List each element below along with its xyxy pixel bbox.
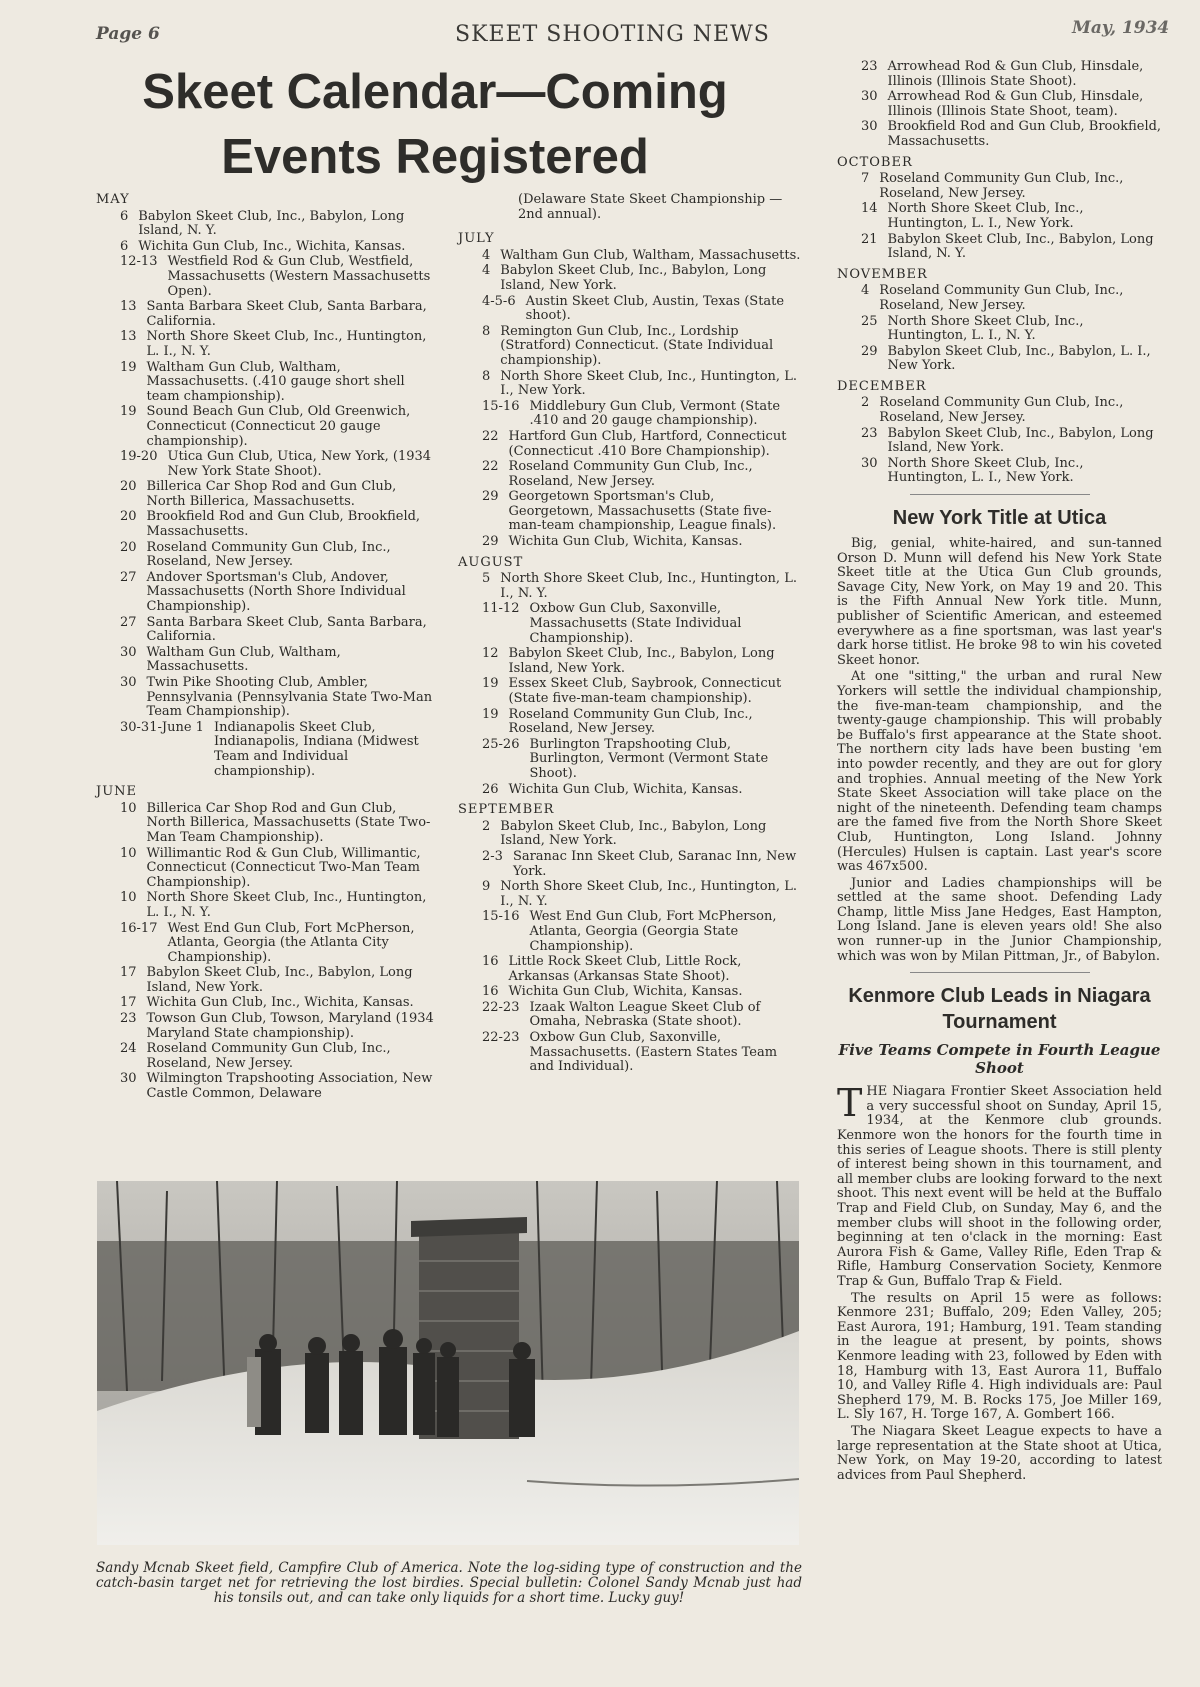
event-description: Hartford Gun Club, Hartford, Connecticut (Connecticut .410 Bore Championship). — [508, 428, 787, 459]
calendar-event — [96, 922, 438, 966]
event-date: 19 — [120, 359, 137, 375]
event-date: 14 — [861, 201, 878, 217]
event-date: 25-26 — [482, 736, 520, 752]
calendar-event — [458, 783, 803, 798]
event-description: Utica Gun Club, Utica, New York, (1934 New York State Shoot). — [167, 449, 432, 479]
calendar-event — [837, 427, 1162, 456]
article-kenmore-para-1-text: HE Niagara Frontier Skeet Association held a very successful shoot on Sunday, April 15, 1934, at the Kenmore club grounds. Kenmore won the honors for the fourth time in this series of League shoots. There is still plenty of interest being shown in this tournament, and all member clubs are looking forward to the next shoot. This next event will be held at the Buffalo Trap and Field Club, on Sunday, May 6, and the member clubs will shoot in the following order, beginning at ten o'clack in the morning: East Aurora Fish & Game, Valley Rifle, Eden Trap & Rifle, Hamburg Conservation Society, Kenmore Trap & Gun, Buffalo Trap & Field. — [837, 1084, 1162, 1289]
event-description: Babylon Skeet Club, Inc., Babylon, L. I., New York. — [887, 343, 1151, 374]
event-date: 22-23 — [482, 999, 520, 1015]
event-description: North Shore Skeet Club, Inc., Huntington, L. I., New York. — [887, 201, 1084, 231]
event-date: 16 — [482, 954, 499, 970]
event-description: North Shore Skeet Club, Inc., Huntington, L. I., N. Y. — [500, 571, 797, 601]
event-date: 30 — [120, 675, 137, 690]
publication-title: SKEET SHOOTING NEWS — [455, 22, 770, 47]
divider — [910, 972, 1090, 973]
event-description: Waltham Gun Club, Waltham, Massachusetts. — [146, 644, 341, 675]
event-description: Roseland Community Gun Club, Inc., Roseland, New Jersey. — [508, 459, 753, 489]
calendar-event — [96, 300, 438, 329]
calendar-event — [458, 325, 803, 369]
calendar-event — [458, 850, 803, 879]
event-description: Babylon Skeet Club, Inc., Babylon, Long Island, New York. — [508, 646, 775, 676]
calendar-event — [96, 255, 438, 299]
event-date: 26 — [482, 781, 499, 797]
event-date: 22-23 — [482, 1030, 520, 1046]
event-date: 2 — [482, 818, 491, 834]
calendar-event — [837, 172, 1162, 201]
event-date: 19-20 — [120, 449, 158, 465]
calendar-event — [96, 361, 438, 405]
calendar-event — [837, 233, 1162, 262]
calendar-column-3 — [837, 60, 1162, 1485]
calendar-event — [458, 370, 803, 399]
month-heading: OCTOBER — [837, 154, 913, 170]
event-date: 10 — [120, 800, 137, 816]
event-date: 17 — [120, 965, 137, 981]
event-date: 15-16 — [482, 909, 520, 925]
month-heading: AUGUST — [458, 554, 524, 570]
event-description: Babylon Skeet Club, Inc., Babylon, Long Island, New York. — [146, 965, 413, 995]
event-date: 8 — [482, 323, 491, 339]
event-date: 4 — [482, 247, 491, 263]
event-date: 12 — [482, 646, 499, 662]
event-description: Izaak Walton League Skeet Club of Omaha, Nebraska (State shoot). — [529, 999, 761, 1030]
month-heading: DECEMBER — [837, 378, 927, 394]
event-date: 9 — [482, 879, 491, 895]
calendar-event — [458, 985, 803, 1000]
event-date: 27 — [120, 569, 137, 585]
calendar-event — [458, 677, 803, 706]
event-description: Andover Sportsman's Club, Andover, Massachusetts (North Shore Individual Championship). — [146, 569, 406, 615]
divider — [910, 494, 1090, 495]
event-description: Oxbow Gun Club, Saxonville, Massachusetts (State Individual Championship). — [529, 601, 742, 646]
event-description: Roseland Community Gun Club, Inc., Roseland, New Jersey. — [146, 539, 391, 570]
month-heading: SEPTEMBER — [458, 802, 555, 818]
article-utica-title: New York Title at Utica — [892, 507, 1107, 530]
event-description: Roseland Community Gun Club, Inc., Roseland, New Jersey. — [146, 1041, 391, 1071]
calendar-event — [458, 880, 803, 909]
event-description: Saranac Inn Skeet Club, Saranac Inn, New York. — [512, 848, 797, 879]
event-description: West End Gun Club, Fort McPherson, Atlanta, Georgia (the Atlanta City Championship). — [167, 920, 415, 965]
event-description: Brookfield Rod and Gun Club, Brookfield, Massachusetts. — [887, 119, 1162, 149]
event-date: 6 — [120, 208, 129, 224]
event-description: Burlington Trapshooting Club, Burlington, Vermont (Vermont State Shoot). — [529, 736, 769, 781]
calendar-event — [837, 90, 1162, 119]
event-date: 20 — [120, 479, 137, 495]
main-title: Skeet Calendar—Coming Events Registered — [142, 65, 728, 184]
calendar-event — [458, 264, 803, 293]
event-description: Wichita Gun Club, Wichita, Kansas. — [508, 984, 743, 1000]
event-date: 30 — [120, 644, 137, 660]
calendar-event — [458, 820, 803, 849]
event-date: 30 — [120, 1071, 137, 1087]
article-kenmore-title: Kenmore Club Leads in Niagara Tournament — [848, 985, 1151, 1034]
calendar-event — [96, 1042, 438, 1071]
article-kenmore-subtitle: Five Teams Compete in Fourth League Shoot — [838, 1041, 1161, 1078]
event-description: Babylon Skeet Club, Inc., Babylon, Long Island, N. Y. — [887, 231, 1154, 262]
event-date: 7 — [861, 171, 870, 187]
event-date: 13 — [120, 299, 137, 315]
event-description: Roseland Community Gun Club, Inc., Roseland, New Jersey. — [879, 283, 1124, 313]
event-date: 25 — [861, 313, 878, 329]
page-number: Page 6 — [96, 24, 160, 44]
calendar-event — [458, 535, 803, 550]
calendar-event — [96, 240, 438, 255]
article-kenmore-para-3: The Niagara Skeet League expects to have a large representation at the State shoot at Utica, New York, on May 19-20, according to latest advices from Paul Shepherd. — [837, 1423, 1162, 1483]
event-description: North Shore Skeet Club, Inc., Huntington, L. I., N. Y. — [146, 329, 427, 359]
event-date: 20 — [120, 539, 137, 555]
calendar-event — [96, 891, 438, 920]
event-date: 20 — [120, 509, 137, 525]
calendar-event — [458, 1031, 803, 1075]
event-date: 24 — [120, 1041, 137, 1057]
calendar-event — [96, 510, 438, 539]
event-description: Santa Barbara Skeet Club, Santa Barbara, California. — [146, 299, 427, 329]
event-description: Billerica Car Shop Rod and Gun Club, North Billerica, Massachusetts (State Two-Man Team Championship). — [146, 800, 431, 845]
event-date: 10 — [120, 845, 137, 861]
article-kenmore-para-1 — [837, 1081, 1162, 1289]
event-date: 22 — [482, 428, 499, 444]
event-description: Towson Gun Club, Towson, Maryland (1934 Maryland State championship). — [146, 1011, 434, 1041]
issue-date: May, 1934 — [1072, 18, 1170, 38]
event-date: 29 — [861, 343, 878, 359]
month-heading: JULY — [458, 231, 495, 247]
calendar-event — [458, 708, 803, 737]
event-date: 23 — [861, 425, 878, 441]
event-date: 2 — [861, 395, 870, 411]
article-utica-para-2: At one "sitting," the urban and rural New Yorkers will settle the individual championship, the five-man-team championship, and the twenty-gauge championship. This will probably be Buffalo's first appearance at the State shoot. The northern city lads have been busting 'em into powder recently, and they are out for glory and trophies. Annual meeting of the New York State Skeet Association will take place on the night of the nineteenth. Defending team champs are the famed five from the North Shore Skeet Club, Huntington, Long Island. Johnny (Hercules) Hulsen is captain. Last year's score was 467x500. — [837, 669, 1162, 875]
event-description: Georgetown Sportsman's Club, Georgetown, Massachusetts (State five-man-team championship, League finals). — [508, 489, 777, 534]
event-description: Babylon Skeet Club, Inc., Babylon, Long Island, New York. — [500, 818, 767, 849]
calendar-event — [96, 405, 438, 449]
calendar-event — [96, 996, 438, 1011]
month-heading: JUNE — [96, 784, 138, 800]
event-description: Sound Beach Gun Club, Old Greenwich, Connecticut (Connecticut 20 gauge championship). — [146, 404, 411, 449]
calendar-event — [458, 295, 803, 324]
event-date: 29 — [482, 534, 499, 550]
calendar-event — [458, 738, 803, 782]
event-description: Santa Barbara Skeet Club, Santa Barbara, California. — [146, 614, 427, 645]
calendar-event — [96, 330, 438, 359]
article-kenmore-para-2: The results on April 15 were as follows: Kenmore 231; Buffalo, 209; Eden Valley, 205; East Aurora, 191; Hamburg, 191. Team standing in the league at present, by points, shows Kenmore leading with 23, followed by Eden with 18, Hamburg with 13, East Aurora 11, Buffalo 10, and Valley Rifle 4. High individuals are: Paul Shepherd 179, M. B. Rocks 175, Joe Miller 169, L. Sly 167, H. Torge 167, A. Gombert 166. — [837, 1290, 1162, 1423]
event-date: 22 — [482, 459, 499, 475]
calendar-event — [96, 847, 438, 891]
calendar-event — [96, 676, 438, 720]
event-description: Indianapolis Skeet Club, Indianapolis, Indiana (Midwest Team and Individual championship). — [213, 719, 419, 779]
event-description: North Shore Skeet Club, Inc., Huntington, L. I., New York. — [500, 368, 797, 399]
event-date: 17 — [120, 995, 137, 1011]
calendar-event — [458, 955, 803, 984]
calendar-event — [458, 249, 803, 264]
calendar-event — [96, 616, 438, 645]
event-date: 8 — [482, 368, 491, 384]
calendar-event — [96, 646, 438, 675]
event-description: Roseland Community Gun Club, Inc., Roseland, New Jersey. — [508, 706, 753, 737]
event-description: Middlebury Gun Club, Vermont (State .410 and 20 gauge championship). — [529, 398, 781, 429]
event-date: 30 — [861, 119, 878, 135]
event-description: Wilmington Trapshooting Association, New Castle Common, Delaware — [146, 1071, 433, 1102]
event-date: 15-16 — [482, 398, 520, 414]
event-date: 11-12 — [482, 601, 520, 617]
month-heading: NOVEMBER — [837, 266, 928, 282]
skeet-field-photo — [97, 1181, 799, 1545]
calendar-event — [96, 541, 438, 570]
photo-caption: Sandy Mcnab Skeet field, Campfire Club of America. Note the log-siding type of construction and the catch-basin target net for retrieving the lost birdies. Special bulletin: Colonel Sandy Mcnab just had his tonsils out, and can take only liquids for a short time. Lucky guy! — [96, 1560, 802, 1606]
event-date: 16 — [482, 984, 499, 1000]
calendar-event — [458, 460, 803, 489]
drop-cap: T — [837, 1081, 863, 1126]
event-description: Twin Pike Shooting Club, Ambler, Pennsylvania (Pennsylvania State Two-Man Team Championship). — [146, 675, 433, 720]
calendar-event — [96, 210, 438, 239]
calendar-continuation: (Delaware State Skeet Championship —2nd annual). — [518, 192, 783, 222]
event-date: 29 — [482, 489, 499, 505]
event-description: Oxbow Gun Club, Saxonville, Massachusetts. (Eastern States Team and Individual). — [529, 1030, 778, 1075]
calendar-event — [96, 721, 438, 779]
event-date: 12-13 — [120, 254, 158, 270]
calendar-event — [837, 60, 1162, 89]
event-description: Babylon Skeet Club, Inc., Babylon, Long Island, New York. — [887, 425, 1154, 456]
event-date: 23 — [861, 59, 878, 74]
event-description: Babylon Skeet Club, Inc., Babylon, Long Island, N. Y. — [138, 208, 405, 239]
event-description: Wichita Gun Club, Wichita, Kansas. — [508, 534, 743, 550]
calendar-event — [837, 396, 1162, 425]
event-description: Babylon Skeet Club, Inc., Babylon, Long Island, New York. — [500, 263, 767, 293]
calendar-event — [96, 1072, 438, 1101]
event-date: 4 — [482, 263, 491, 279]
event-description: Waltham Gun Club, Waltham, Massachusetts. (.410 gauge short shell team championship). — [146, 359, 405, 404]
calendar-event — [458, 910, 803, 954]
calendar-event — [837, 120, 1162, 149]
event-description: Arrowhead Rod & Gun Club, Hinsdale, Illinois (Illinois State Shoot). — [887, 59, 1144, 89]
month-heading: MAY — [96, 192, 130, 207]
event-description: Roseland Community Gun Club, Inc., Roseland, New Jersey. — [879, 395, 1124, 426]
event-date: 5 — [482, 571, 491, 587]
calendar-event — [837, 345, 1162, 374]
event-date: 6 — [120, 238, 129, 254]
event-date: 19 — [120, 404, 137, 420]
calendar-event — [837, 284, 1162, 313]
calendar-event — [458, 572, 803, 601]
calendar-column-1 — [96, 193, 438, 1103]
calendar-event — [837, 315, 1162, 344]
event-description: North Shore Skeet Club, Inc., Huntington, L. I., N. Y. — [887, 313, 1084, 344]
event-date: 10 — [120, 890, 137, 906]
calendar-event — [96, 802, 438, 846]
event-date: 19 — [482, 706, 499, 722]
event-description: Wichita Gun Club, Inc., Wichita, Kansas. — [146, 995, 414, 1011]
event-description: Waltham Gun Club, Waltham, Massachusetts. — [500, 247, 801, 263]
calendar-event — [458, 430, 803, 459]
event-date: 23 — [120, 1011, 137, 1027]
calendar-column-2 — [458, 193, 803, 1076]
event-description: Little Rock Skeet Club, Little Rock, Arkansas (Arkansas State Shoot). — [508, 954, 742, 984]
event-description: North Shore Skeet Club, Inc., Huntington, L. I., N. Y. — [146, 890, 427, 920]
calendar-event — [96, 480, 438, 509]
event-date: 30 — [861, 89, 878, 105]
event-date: 21 — [861, 231, 878, 247]
event-description: Essex Skeet Club, Saybrook, Connecticut (State five-man-team championship). — [508, 676, 782, 706]
calendar-event — [96, 450, 438, 479]
event-description: Wichita Gun Club, Inc., Wichita, Kansas. — [138, 238, 406, 254]
calendar-event — [458, 490, 803, 534]
event-description: Westfield Rod & Gun Club, Westfield, Massachusetts (Western Massachusetts Open). — [167, 254, 431, 299]
calendar-event — [837, 202, 1162, 231]
article-utica-para-3: Junior and Ladies championships will be settled at the same shoot. Defending Lady Champ, little Miss Jane Hedges, East Hampton, Long Island. Jane is eleven years old! She also won runner-up in the Junior Championship, which was won by Milan Pittman, Jr., of Babylon. — [837, 875, 1162, 964]
event-description: North Shore Skeet Club, Inc., Huntington, L. I., N. Y. — [500, 879, 797, 909]
article-utica-para-1: Big, genial, white-haired, and sun-tanned Orson D. Munn will defend his New York State Skeet title at the Utica Gun Club grounds, Savage City, New York, on May 19 and 20. This is the Fifth Annual New York title. Munn, publisher of Scientific American, and esteemed everywhere as a fine sportsman, was last year's dark horse titlist. He broke 98 to win his coveted Skeet honor. — [837, 536, 1162, 668]
event-date: 30-31-June 1 — [120, 719, 204, 735]
calendar-event — [837, 457, 1162, 486]
calendar-event — [96, 571, 438, 615]
calendar-event — [458, 647, 803, 676]
event-description: Willimantic Rod & Gun Club, Willimantic, Connecticut (Connecticut Two-Man Team Championship). — [146, 845, 421, 890]
event-date: 30 — [861, 455, 878, 471]
calendar-event — [96, 1012, 438, 1041]
event-date: 13 — [120, 329, 137, 345]
event-description: Brookfield Rod and Gun Club, Brookfield, Massachusetts. — [146, 509, 421, 540]
event-description: West End Gun Club, Fort McPherson, Atlanta, Georgia (Georgia State Championship). — [529, 909, 777, 954]
calendar-event — [458, 602, 803, 646]
event-description: Arrowhead Rod & Gun Club, Hinsdale, Illinois (Illinois State Shoot, team). — [887, 89, 1144, 119]
event-date: 16-17 — [120, 920, 158, 936]
event-description: Roseland Community Gun Club, Inc., Roseland, New Jersey. — [879, 171, 1124, 201]
event-description: North Shore Skeet Club, Inc., Huntington, L. I., New York. — [887, 455, 1084, 486]
event-date: 4 — [861, 283, 870, 299]
event-description: Wichita Gun Club, Wichita, Kansas. — [508, 781, 743, 797]
event-date: 4-5-6 — [482, 293, 516, 309]
event-description: Billerica Car Shop Rod and Gun Club, North Billerica, Massachusetts. — [146, 479, 397, 509]
calendar-event — [458, 1001, 803, 1030]
event-date: 27 — [120, 614, 137, 630]
calendar-event — [458, 400, 803, 429]
event-description: Remington Gun Club, Inc., Lordship (Stratford) Connecticut. (State Individual championship). — [500, 323, 774, 368]
event-date: 2-3 — [482, 848, 503, 864]
event-description: Austin Skeet Club, Austin, Texas (State shoot). — [525, 293, 785, 324]
calendar-event — [96, 966, 438, 995]
event-date: 19 — [482, 676, 499, 692]
